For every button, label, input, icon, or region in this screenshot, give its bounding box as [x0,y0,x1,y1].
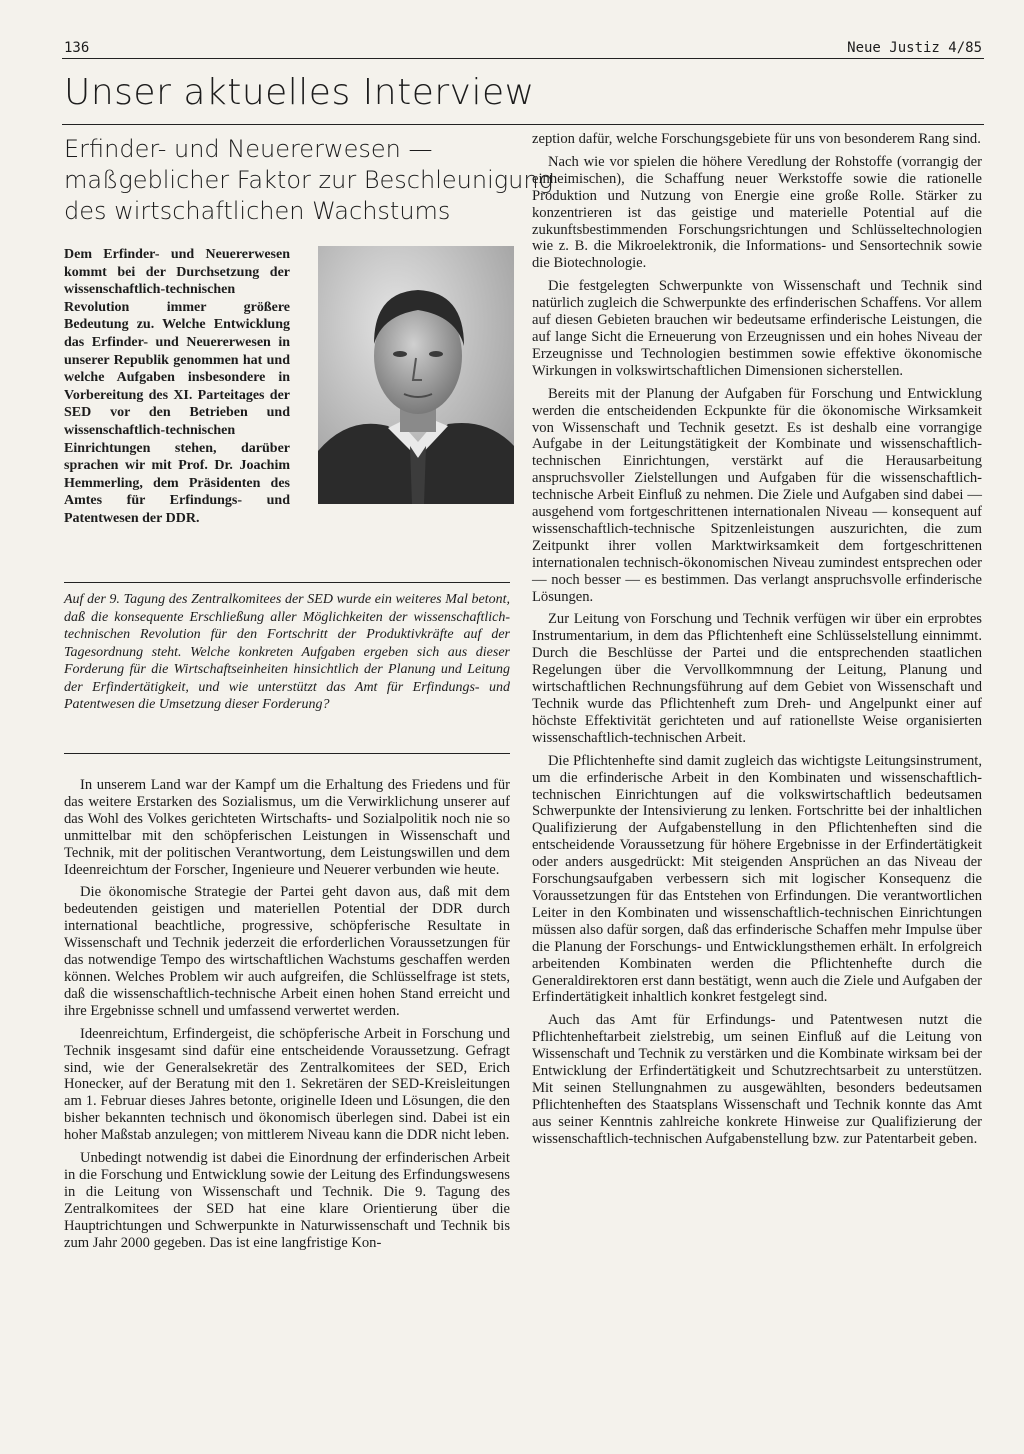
right-column [532,131,982,1154]
interview-question: Auf der 9. Tagung des Zentralkomitees der SED wurde ein weiteres Mal betont, daß die konsequente Erschließung aller Möglichkeiten der wissenschaftlich-technischen Revolution für den Fortschritt der Produktivkräfte auf der Tagesordnung steht. Welche konkreten Aufgaben ergeben sich aus dieser Forderung für die Wirtschaftseinheiten hinsichtlich der Planung und Leitung der Erfindertätigkeit, und wie unterstützt das Amt für Erfindungs- und Patentwesen die Umsetzung dieser Forderung? [64,592,510,712]
intro-text: Dem Erfinder- und Neuererwesen kommt bei der Durchsetzung der wissenschaftlich-technischen Revolution immer größere Bedeutung zu. Welche Entwicklung das Erfinder- und Neuererwesen in unserer Republik genommen hat und welche Aufgaben insbesondere in Vorbereitung des XI. Parteitages der SED vor den Betrieben und wissenschaftlich-technischen Einrichtungen stehen, darüber sprachen wir mit Prof. Dr. Joachim Hemmerling, dem Präsidenten des Amtes für Erfindungs- und Patentwesen der DDR. [64,247,290,526]
body-paragraph: Bereits mit der Planung der Aufgaben für Forschung und Entwicklung werden die entscheidenden Eckpunkte für die ökonomische Wirksamkeit von Wissenschaft und Technik gesetzt. Es ist deshalb eine vorrangige Aufgabe in der Leitungstätigkeit der Kombinate und wissenschaftlich-technischen Einrichtungen, verstärkt auf die Herausarbeitung anspruchsvoller Zielstellungen und Aufgaben für die wissenschaftlich-technische Arbeit Einfluß zu nehmen. Die Ziele und Aufgaben sind dabei — ausgehend vom fortgeschrittenen internationalen Niveau — konsequent auf wissenschaftlich-technische Spitzenleistungen auszurichten, die zum Zeitpunkt ihrer vollen Marktwirksamkeit dem fortgeschrittenen internationalen technisch-ökonomischen Niveau zumindest entsprechen oder — noch besser — es bestimmen. Das verlangt anspruchsvolle erfinderische Lösungen. [532,385,982,605]
title-rule [62,124,984,125]
headline-line: maßgeblicher Faktor zur Beschleunigung [64,166,553,194]
journal-issue: Neue Justiz 4/85 [847,40,982,56]
body-paragraph: zeption dafür, welche Forschungsgebiete für uns von besonderem Rang sind. [532,131,981,147]
headline-line: des wirtschaftlichen Wachstums [64,197,451,225]
body-paragraph: Zur Leitung von Forschung und Technik verfügen wir über ein erprobtes Instrumentarium, in dem das Pflichtenheft eine Schlüsselstellung einnimmt. Durch die Beschlüsse der Partei und die entsprechenden staatlichen Regelungen über die Vervollkommnung der Leitung, Planung und wirtschaftlichen Rechnungsführung auf dem Gebiet von Wissenschaft und Technik wurde das Pflichtenheft zum Dreh- und Angelpunkt einer auf höchste Effektivität gerichteten und auf rationellste Weise organisierten wissenschaftlich-technischen Arbeit. [532,611,982,746]
body-paragraph: Die ökonomische Strategie der Partei geht davon aus, daß mit dem bedeutenden geistigen und materiellen Potential der DDR durch international beachtliche, progressive, schöpferische Resultate in Wissenschaft und Technik jederzeit die erforderlichen Voraussetzungen für das notwendige Tempo des wirtschaftlichen Wachstums geschaffen werden können. Welches Problem wir auch aufgreifen, die Schlüsselfrage ist stets, daß die wissenschaftlich-technische Arbeit einen hohen Stand erreicht und ihre Ergebnisse schnell und umfassend verwertet werden. [64,884,510,1019]
headline-line: Erfinder- und Neuererwesen — [64,135,433,163]
series-title: Unser aktuelles Interview [64,72,535,113]
body-paragraph: Nach wie vor spielen die höhere Veredlung der Rohstoffe (vorrangig der einheimischen), die Schaffung neuer Werkstoffe sowie die rationelle Produktion und Nutzung von Energie eine große Rolle. Stärker zu konzentrieren ist das geistige und materielle Potential auf die zukunftsbestimmenden Forschungsrichtungen und Schlüsseltechnologien wie z. B. die Mikroelektronik, die Informations- und Sensortechnik sowie die Biotechnologie. [532,153,982,272]
left-column [64,777,510,1257]
body-paragraph: Ideenreichtum, Erfindergeist, die schöpferische Arbeit in Forschung und Technik insgesamt sind dafür eine entscheidende Voraussetzung. Gefragt sind, wie der Generalsekretär des Zentralkomitees der SED, Erich Honecker, auf der Beratung mit den 1. Sekretären der SED-Kreisleitungen am 1. Februar dieses Jahres betonte, originelle Ideen und Lösungen, die den bisher bekannten technisch und ökonomisch überlegen sind. Dabei ist ein hoher Maßstab anzulegen; von mittlerem Niveau kann die DDR nicht leben. [64,1025,510,1144]
body-paragraph: Auch das Amt für Erfindungs- und Patentwesen nutzt die Pflichtenheftarbeit zielstrebig, um seinen Einfluß auf die Leitung von Wissenschaft und Technik zu verstärken und die Kombinate wirksam bei der Entwicklung der Erfindertätigkeit und Schutzrechtsarbeit zu unterstützen. Mit seinen Stellungnahmen zu ausgewählten, besonders bedeutsamen Pflichtenheften des Staatsplans Wissenschaft und Technik konnte das Amt aus seiner Kenntnis zahlreiche konkrete Hinweise zur Qualifizierung der wissenschaftlich-technischen Aufgabenstellung bzw. zur Patentarbeit geben. [532,1012,982,1147]
header-rule [62,58,984,59]
article-headline [64,134,553,227]
portrait-photo [318,246,514,504]
body-paragraph: Die festgelegten Schwerpunkte von Wissenschaft und Technik sind natürlich zugleich die Schwerpunkte des erfinderischen Schaffens. Vor allem auf diesen Gebieten brauchen wir bedeutsame erfinderische Leistungen, die auf lange Sicht die Erneuerung von Erzeugnissen und ein hohes Niveau der Erzeugnisse und Technologien bestimmen sowie effektive ökonomische Wirkungen in volkswirtschaftlichen Dimensionen sicherstellen. [532,278,982,379]
body-paragraph: In unserem Land war der Kampf um die Erhaltung des Friedens und für das weitere Erstarken des Sozialismus, um die Verwirklichung unserer auf das Wohl des Volkes gerichteten Wirtschafts- und Sozialpolitik noch nie so unmittelbar mit den schöpferischen Leistungen in Wissenschaft und Technik, mit der politischen Verantwortung, dem Leistungswillen und dem Ideenreichtum der Forscher, Ingenieure und Neuerer verbunden wie heute. [64,777,510,878]
page-number: 136 [64,40,90,56]
body-paragraph: Unbedingt notwendig ist dabei die Einordnung der erfinderischen Arbeit in die Forschung und Entwicklung sowie der Leitung des Erfindungswesens in die Leitung von Wissenschaft und Technik. Die 9. Tagung des Zentralkomitees der SED hat eine klare Orientierung über die Hauptrichtungen und Schwerpunkte in Naturwissenschaft und Technik bis zum Jahr 2000 gegeben. Das ist eine langfristige Kon- [64,1150,510,1251]
body-paragraph: Die Pflichtenhefte sind damit zugleich das wichtigste Leitungsinstrument, um die erfinderische Arbeit in den Kombinaten und wissenschaftlich-technischen Einrichtungen auf die volkswirtschaftlich bedeutsamen Schwerpunkte der Intensivierung zu lenken. Fortschritte bei der inhaltlichen Qualifizierung der Aufgabenstellung in den Pflichtenheften sind die entscheidende Voraussetzung für höhere Ergebnisse in der Erfindertätigkeit oder anders ausgedrückt: Mit steigenden Ansprüchen an das Niveau der Forschungsaufgaben verbessern sich mit logischer Konsequenz die Voraussetzungen für das Entstehen von Erfindungen. Die verantwortlichen Leiter in den Kombinaten und wissenschaftlich-technischen Einrichtungen müssen also dafür sorgen, daß das erfinderische Schaffen mehr Impulse über die Planung der Forschungs- und Entwicklungsthemen erhält. In erfolgreich arbeitenden Kombinaten werden die Pflichtenhefte durch die Generaldirektoren erst dann bestätigt, wenn auch die Ziele und Aufgaben der Erfindertätigkeit inhaltlich konkret festgelegt sind. [532,752,982,1006]
